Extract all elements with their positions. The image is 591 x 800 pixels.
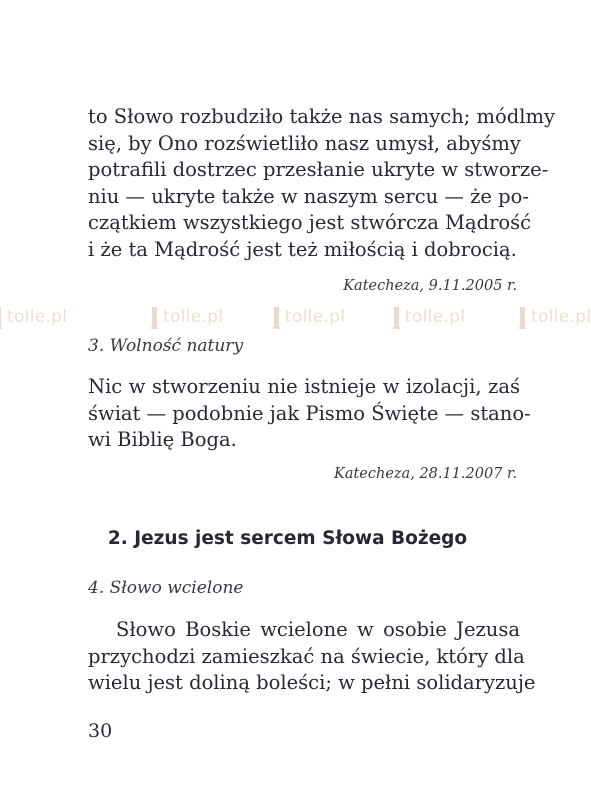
paragraph-freedom-of-nature (88, 374, 531, 454)
lighthouse-icon (392, 305, 401, 329)
paragraph-word-incarnate (88, 617, 536, 697)
text-line: świat — podobnie jak Pismo Święte — stano- (88, 401, 531, 425)
watermark-text: tolle.pl (285, 307, 346, 327)
text-line: wi Biblię Boga. (88, 428, 237, 452)
text-line: niu — ukryte także w naszym sercu — że po- (88, 184, 529, 208)
watermark (518, 302, 591, 332)
text-line: wielu jest doliną boleści; w pełni solidaryzuje (88, 671, 536, 695)
watermark-text: tolle.pl (531, 307, 591, 327)
text-line: się, by Ono rozświetliło nasz umysł, abyśmy (88, 131, 521, 155)
watermark-text: tolle.pl (405, 307, 466, 327)
section-heading: 4. Słowo wcielone (88, 578, 244, 598)
source-citation: Katecheza, 9.11.2005 r. (343, 278, 517, 294)
paragraph-creation-wisdom (88, 104, 555, 264)
section-heading: 3. Wolność natury (88, 336, 244, 356)
watermark-row (0, 302, 591, 332)
chapter-title: 2. Jezus jest sercem Słowa Bożego (107, 528, 468, 549)
text-line: to Słowo rozbudziło także nas samych; módlmy (88, 105, 555, 128)
watermark (150, 302, 223, 332)
text-line: potrafili dostrzec przesłanie ukryte w stworze- (88, 158, 549, 182)
text-line: przychodzi zamieszkać na świecie, który dla (88, 644, 525, 668)
source-citation: Katecheza, 28.11.2007 r. (333, 466, 517, 482)
watermark (0, 302, 67, 332)
watermark-text: tolle.pl (163, 307, 224, 327)
text-line: Słowo Boskie wcielone w osobie Jezusa (116, 618, 520, 641)
lighthouse-icon (518, 305, 527, 329)
lighthouse-icon (150, 305, 159, 329)
lighthouse-icon (272, 305, 281, 329)
page-number: 30 (88, 720, 113, 742)
watermark-text: tolle.pl (7, 307, 68, 327)
text-line: Nic w stworzeniu nie istnieje w izolacji, zaś (88, 375, 520, 398)
text-line: i że ta Mądrość jest też miłością i dobrocią. (88, 237, 517, 261)
watermark (392, 302, 465, 332)
watermark (272, 302, 345, 332)
lighthouse-icon (0, 305, 3, 329)
text-line: czątkiem wszystkiego jest stwórcza Mądrość (88, 211, 532, 235)
